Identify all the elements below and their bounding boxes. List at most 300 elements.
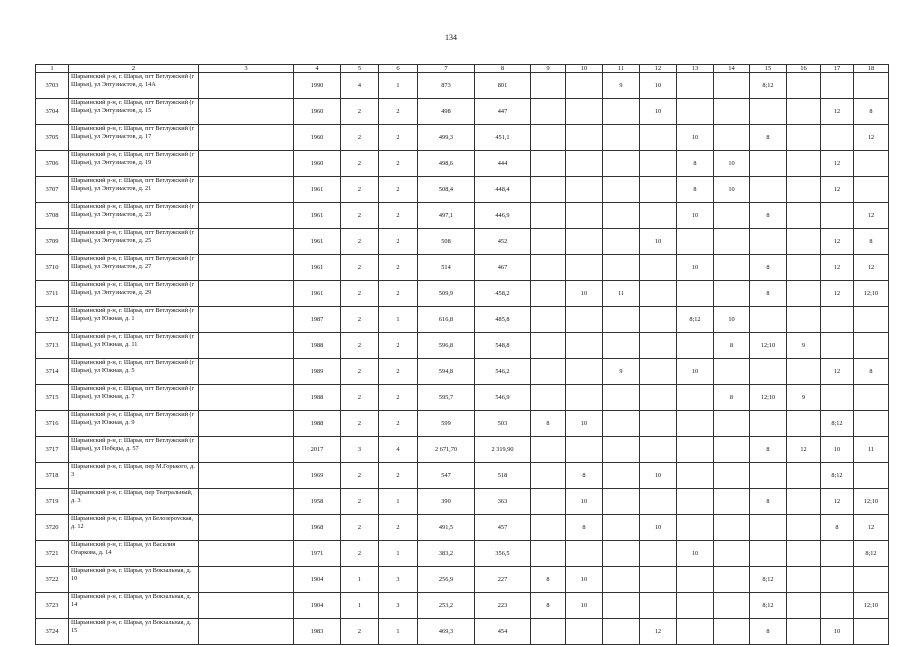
value-cell: 256,9 [418, 567, 475, 593]
column-header: 3 [199, 65, 294, 73]
value-cell [531, 437, 566, 463]
value-cell [199, 73, 294, 99]
value-cell: 10 [566, 411, 603, 437]
value-cell: 10 [714, 151, 750, 177]
value-cell [677, 99, 714, 125]
value-cell [714, 73, 750, 99]
table-row [36, 385, 889, 411]
value-cell [750, 151, 787, 177]
value-cell [199, 281, 294, 307]
value-cell: 9 [787, 385, 821, 411]
value-cell [603, 307, 640, 333]
value-cell [714, 489, 750, 515]
value-cell [566, 151, 603, 177]
table-row [36, 125, 889, 151]
value-cell: 2 319,90 [475, 437, 531, 463]
value-cell [199, 463, 294, 489]
value-cell [854, 619, 889, 645]
value-cell [603, 489, 640, 515]
value-cell [531, 255, 566, 281]
value-cell [821, 567, 854, 593]
value-cell: 8;12 [750, 593, 787, 619]
column-header: 14 [714, 65, 750, 73]
value-cell: 452 [475, 229, 531, 255]
table-row [36, 437, 889, 463]
table-row [36, 541, 889, 567]
value-cell: 2 [341, 281, 379, 307]
value-cell: 2 [341, 333, 379, 359]
value-cell: 12 [821, 281, 854, 307]
column-header: 5 [341, 65, 379, 73]
value-cell [854, 463, 889, 489]
value-cell [531, 73, 566, 99]
value-cell: 12;10 [750, 333, 787, 359]
value-cell: 12 [854, 255, 889, 281]
value-cell [199, 411, 294, 437]
table-row [36, 463, 889, 489]
value-cell [531, 281, 566, 307]
value-cell: 12;10 [854, 281, 889, 307]
value-cell [531, 385, 566, 411]
value-cell [199, 151, 294, 177]
table-row [36, 99, 889, 125]
row-number-cell: 3706 [36, 151, 69, 177]
value-cell [566, 437, 603, 463]
value-cell: 447 [475, 99, 531, 125]
value-cell: 9 [603, 359, 640, 385]
value-cell [199, 125, 294, 151]
value-cell [750, 541, 787, 567]
value-cell: 10 [714, 177, 750, 203]
value-cell: 8;12 [677, 307, 714, 333]
value-cell [603, 203, 640, 229]
value-cell: 509,9 [418, 281, 475, 307]
value-cell: 491,5 [418, 515, 475, 541]
value-cell: 1989 [294, 359, 341, 385]
value-cell: 499,3 [418, 125, 475, 151]
row-number-cell: 3720 [36, 515, 69, 541]
value-cell [566, 541, 603, 567]
value-cell: 12 [821, 359, 854, 385]
value-cell [199, 203, 294, 229]
value-cell [603, 177, 640, 203]
value-cell: 8 [750, 125, 787, 151]
value-cell [821, 541, 854, 567]
value-cell [531, 177, 566, 203]
value-cell: 1 [379, 489, 418, 515]
value-cell [199, 619, 294, 645]
value-cell: 4 [341, 73, 379, 99]
value-cell [714, 99, 750, 125]
value-cell [787, 489, 821, 515]
value-cell [787, 541, 821, 567]
value-cell [640, 385, 677, 411]
value-cell: 1 [341, 593, 379, 619]
value-cell [531, 125, 566, 151]
address-cell: Шарьинский р-н, г. Шарья, ул Белозерovская, д. 12 [69, 515, 199, 541]
value-cell [603, 593, 640, 619]
column-header: 7 [418, 65, 475, 73]
value-cell: 1987 [294, 307, 341, 333]
value-cell [603, 99, 640, 125]
table-row [36, 619, 889, 645]
value-cell [677, 619, 714, 645]
value-cell [640, 567, 677, 593]
value-cell [787, 359, 821, 385]
value-cell: 10 [677, 203, 714, 229]
value-cell [854, 567, 889, 593]
value-cell [821, 73, 854, 99]
table-row [36, 411, 889, 437]
address-cell: Шарьинский р-н, г. Шарья, ул Василия Огаркова, д. 14 [69, 541, 199, 567]
value-cell: 451,1 [475, 125, 531, 151]
value-cell [854, 307, 889, 333]
value-cell: 10 [677, 125, 714, 151]
value-cell [714, 541, 750, 567]
value-cell: 8 [566, 515, 603, 541]
value-cell [199, 385, 294, 411]
value-cell: 12 [854, 515, 889, 541]
value-cell: 10 [566, 593, 603, 619]
value-cell [603, 333, 640, 359]
value-cell [714, 125, 750, 151]
value-cell [566, 73, 603, 99]
value-cell: 458,2 [475, 281, 531, 307]
address-cell: Шарьинский р-н, г. Шарья, пгт Ветлужский (г Шарья), ул Энтузиастов, д. 23 [69, 203, 199, 229]
value-cell [640, 281, 677, 307]
row-number-cell: 3723 [36, 593, 69, 619]
value-cell: 8 [531, 411, 566, 437]
value-cell [787, 203, 821, 229]
value-cell: 8;12 [854, 541, 889, 567]
value-cell: 2 [341, 255, 379, 281]
value-cell [787, 307, 821, 333]
housing-registry-table [35, 64, 889, 645]
value-cell: 2 [379, 99, 418, 125]
value-cell [199, 333, 294, 359]
value-cell [640, 541, 677, 567]
value-cell [603, 255, 640, 281]
value-cell: 8 [750, 255, 787, 281]
value-cell: 8 [714, 333, 750, 359]
column-header: 8 [475, 65, 531, 73]
value-cell [640, 151, 677, 177]
value-cell [199, 307, 294, 333]
value-cell: 2 [379, 229, 418, 255]
value-cell: 10 [821, 619, 854, 645]
column-header: 11 [603, 65, 640, 73]
table-row [36, 281, 889, 307]
value-cell [640, 203, 677, 229]
row-number-cell: 3708 [36, 203, 69, 229]
value-cell: 2 [379, 463, 418, 489]
value-cell [714, 437, 750, 463]
value-cell: 1 [341, 567, 379, 593]
value-cell: 1 [379, 541, 418, 567]
value-cell [677, 593, 714, 619]
value-cell: 10 [714, 307, 750, 333]
value-cell: 1988 [294, 385, 341, 411]
value-cell: 12 [821, 99, 854, 125]
row-number-cell: 3709 [36, 229, 69, 255]
value-cell: 1904 [294, 593, 341, 619]
value-cell [603, 151, 640, 177]
address-cell: Шарьинский р-н, г. Шарья, пгт Ветлужский (г Шарья), ул Энтузиастов, д. 25 [69, 229, 199, 255]
value-cell: 457 [475, 515, 531, 541]
value-cell [787, 593, 821, 619]
value-cell [750, 463, 787, 489]
value-cell [787, 411, 821, 437]
row-number-cell: 3714 [36, 359, 69, 385]
value-cell [787, 619, 821, 645]
value-cell [677, 281, 714, 307]
value-cell: 12 [854, 125, 889, 151]
value-cell [640, 411, 677, 437]
value-cell [750, 411, 787, 437]
value-cell: 2 [341, 203, 379, 229]
address-cell: Шарьинский р-н, г. Шарья, ул Вокзальная, д. 14 [69, 593, 199, 619]
address-cell: Шарьинский р-н, г. Шарья, пгт Ветлужский (г Шарья), ул Энтузиастов, д. 15 [69, 99, 199, 125]
value-cell [603, 567, 640, 593]
value-cell [566, 333, 603, 359]
value-cell: 1968 [294, 515, 341, 541]
value-cell: 10 [640, 463, 677, 489]
value-cell: 547 [418, 463, 475, 489]
value-cell [821, 307, 854, 333]
value-cell [566, 203, 603, 229]
value-cell: 9 [787, 333, 821, 359]
value-cell: 2 [379, 203, 418, 229]
value-cell: 503 [475, 411, 531, 437]
value-cell: 2 [341, 99, 379, 125]
value-cell: 8;12 [750, 73, 787, 99]
value-cell: 2 [379, 177, 418, 203]
row-number-cell: 3704 [36, 99, 69, 125]
value-cell [677, 73, 714, 99]
value-cell: 12 [640, 619, 677, 645]
value-cell [531, 229, 566, 255]
table-row [36, 489, 889, 515]
row-number-cell: 3716 [36, 411, 69, 437]
value-cell: 2 [341, 515, 379, 541]
row-number-cell: 3705 [36, 125, 69, 151]
value-cell [531, 619, 566, 645]
value-cell [199, 255, 294, 281]
value-cell: 8 [714, 385, 750, 411]
value-cell [566, 255, 603, 281]
address-cell: Шарьинский р-н, г. Шарья, пгт Ветлужский (г Шарья), ул Победы, д. 57 [69, 437, 199, 463]
value-cell [750, 99, 787, 125]
value-cell [677, 437, 714, 463]
address-cell: Шарьинский р-н, г. Шарья, ул Вокзальная, д. 15 [69, 619, 199, 645]
value-cell [603, 125, 640, 151]
value-cell: 8 [531, 567, 566, 593]
value-cell [677, 567, 714, 593]
value-cell: 3 [341, 437, 379, 463]
value-cell [531, 99, 566, 125]
address-cell: Шарьинский р-н, г. Шарья, ул Вокзальная, д. 10 [69, 567, 199, 593]
table-row [36, 515, 889, 541]
value-cell: 485,8 [475, 307, 531, 333]
value-cell: 2 [379, 515, 418, 541]
column-header: 4 [294, 65, 341, 73]
value-cell [603, 515, 640, 541]
value-cell: 356,5 [475, 541, 531, 567]
value-cell: 9 [603, 73, 640, 99]
value-cell [199, 99, 294, 125]
row-number-cell: 3719 [36, 489, 69, 515]
value-cell: 8 [821, 515, 854, 541]
value-cell: 12 [821, 229, 854, 255]
value-cell [677, 385, 714, 411]
value-cell: 12 [821, 151, 854, 177]
value-cell: 2 [341, 541, 379, 567]
column-header: 15 [750, 65, 787, 73]
value-cell: 12 [821, 255, 854, 281]
value-cell [787, 125, 821, 151]
value-cell: 10 [566, 489, 603, 515]
value-cell: 2 [341, 151, 379, 177]
value-cell: 10 [640, 229, 677, 255]
address-cell: Шарьинский р-н, г. Шарья, пгт Ветлужский (г Шарья), ул Южная, д. 5 [69, 359, 199, 385]
value-cell: 454 [475, 619, 531, 645]
value-cell [714, 359, 750, 385]
value-cell [677, 229, 714, 255]
table-row [36, 73, 889, 99]
value-cell: 2 [341, 619, 379, 645]
value-cell: 2 [379, 151, 418, 177]
value-cell [714, 567, 750, 593]
value-cell [854, 73, 889, 99]
value-cell [714, 515, 750, 541]
value-cell: 11 [603, 281, 640, 307]
value-cell [199, 515, 294, 541]
value-cell [603, 463, 640, 489]
value-cell: 10 [566, 567, 603, 593]
value-cell: 12;10 [854, 593, 889, 619]
row-number-cell: 3721 [36, 541, 69, 567]
column-header: 16 [787, 65, 821, 73]
value-cell: 444 [475, 151, 531, 177]
value-cell [750, 177, 787, 203]
value-cell: 1960 [294, 151, 341, 177]
value-cell [787, 177, 821, 203]
value-cell: 10 [677, 359, 714, 385]
value-cell: 8 [750, 203, 787, 229]
table-row [36, 567, 889, 593]
value-cell [199, 567, 294, 593]
value-cell [714, 255, 750, 281]
value-cell: 1 [379, 73, 418, 99]
value-cell [640, 177, 677, 203]
address-cell: Шарьинский р-н, г. Шарья, пгт Ветлужский (г Шарья), ул Южная, д. 1 [69, 307, 199, 333]
value-cell [640, 359, 677, 385]
value-cell [677, 489, 714, 515]
column-header: 1 [36, 65, 69, 73]
value-cell [640, 593, 677, 619]
row-number-cell: 3707 [36, 177, 69, 203]
value-cell: 1958 [294, 489, 341, 515]
value-cell [640, 489, 677, 515]
table-row [36, 255, 889, 281]
value-cell [199, 437, 294, 463]
value-cell [714, 593, 750, 619]
value-cell [750, 515, 787, 541]
row-number-cell: 3710 [36, 255, 69, 281]
value-cell [566, 125, 603, 151]
address-cell: Шарьинский р-н, г. Шарья, пгт Ветлужский (г Шарья), ул Энтузиастов, д. 17 [69, 125, 199, 151]
value-cell [640, 125, 677, 151]
value-cell [787, 99, 821, 125]
value-cell [750, 229, 787, 255]
value-cell: 390 [418, 489, 475, 515]
value-cell: 616,8 [418, 307, 475, 333]
value-cell: 873 [418, 73, 475, 99]
value-cell [821, 333, 854, 359]
value-cell: 594,8 [418, 359, 475, 385]
value-cell: 2 [379, 333, 418, 359]
value-cell: 8 [750, 489, 787, 515]
value-cell [787, 229, 821, 255]
value-cell [566, 385, 603, 411]
value-cell: 2 [341, 385, 379, 411]
address-cell: Шарьинский р-н, г. Шарья, пгт Ветлужский (г Шарья), ул Энтузиастов, д. 29 [69, 281, 199, 307]
value-cell: 548,8 [475, 333, 531, 359]
value-cell: 2 [379, 411, 418, 437]
value-cell: 8 [854, 229, 889, 255]
value-cell [787, 281, 821, 307]
row-number-cell: 3718 [36, 463, 69, 489]
value-cell [714, 281, 750, 307]
value-cell: 1990 [294, 73, 341, 99]
column-header: 10 [566, 65, 603, 73]
value-cell [787, 73, 821, 99]
value-cell [787, 515, 821, 541]
row-number-cell: 3711 [36, 281, 69, 307]
value-cell: 2 [341, 125, 379, 151]
value-cell [566, 307, 603, 333]
value-cell: 10 [677, 255, 714, 281]
value-cell [603, 541, 640, 567]
value-cell [821, 125, 854, 151]
value-cell: 10 [677, 541, 714, 567]
value-cell: 2 [341, 177, 379, 203]
value-cell [750, 307, 787, 333]
value-cell [640, 333, 677, 359]
value-cell: 1971 [294, 541, 341, 567]
value-cell: 1961 [294, 203, 341, 229]
value-cell: 514 [418, 255, 475, 281]
row-number-cell: 3715 [36, 385, 69, 411]
value-cell: 8 [854, 99, 889, 125]
column-header: 2 [69, 65, 199, 73]
value-cell [854, 177, 889, 203]
value-cell: 2 [379, 385, 418, 411]
value-cell [199, 177, 294, 203]
value-cell: 1960 [294, 125, 341, 151]
address-cell: Шарьинский р-н, г. Шарья, пгт Ветлужский (г Шарья), ул Энтузиастов, д. 14А [69, 73, 199, 99]
value-cell: 2 671,70 [418, 437, 475, 463]
value-cell: 3 [379, 567, 418, 593]
value-cell: 2 [379, 255, 418, 281]
value-cell: 10 [821, 437, 854, 463]
value-cell: 10 [640, 99, 677, 125]
value-cell: 383,2 [418, 541, 475, 567]
value-cell [566, 177, 603, 203]
value-cell [821, 593, 854, 619]
value-cell: 1969 [294, 463, 341, 489]
row-number-cell: 3713 [36, 333, 69, 359]
